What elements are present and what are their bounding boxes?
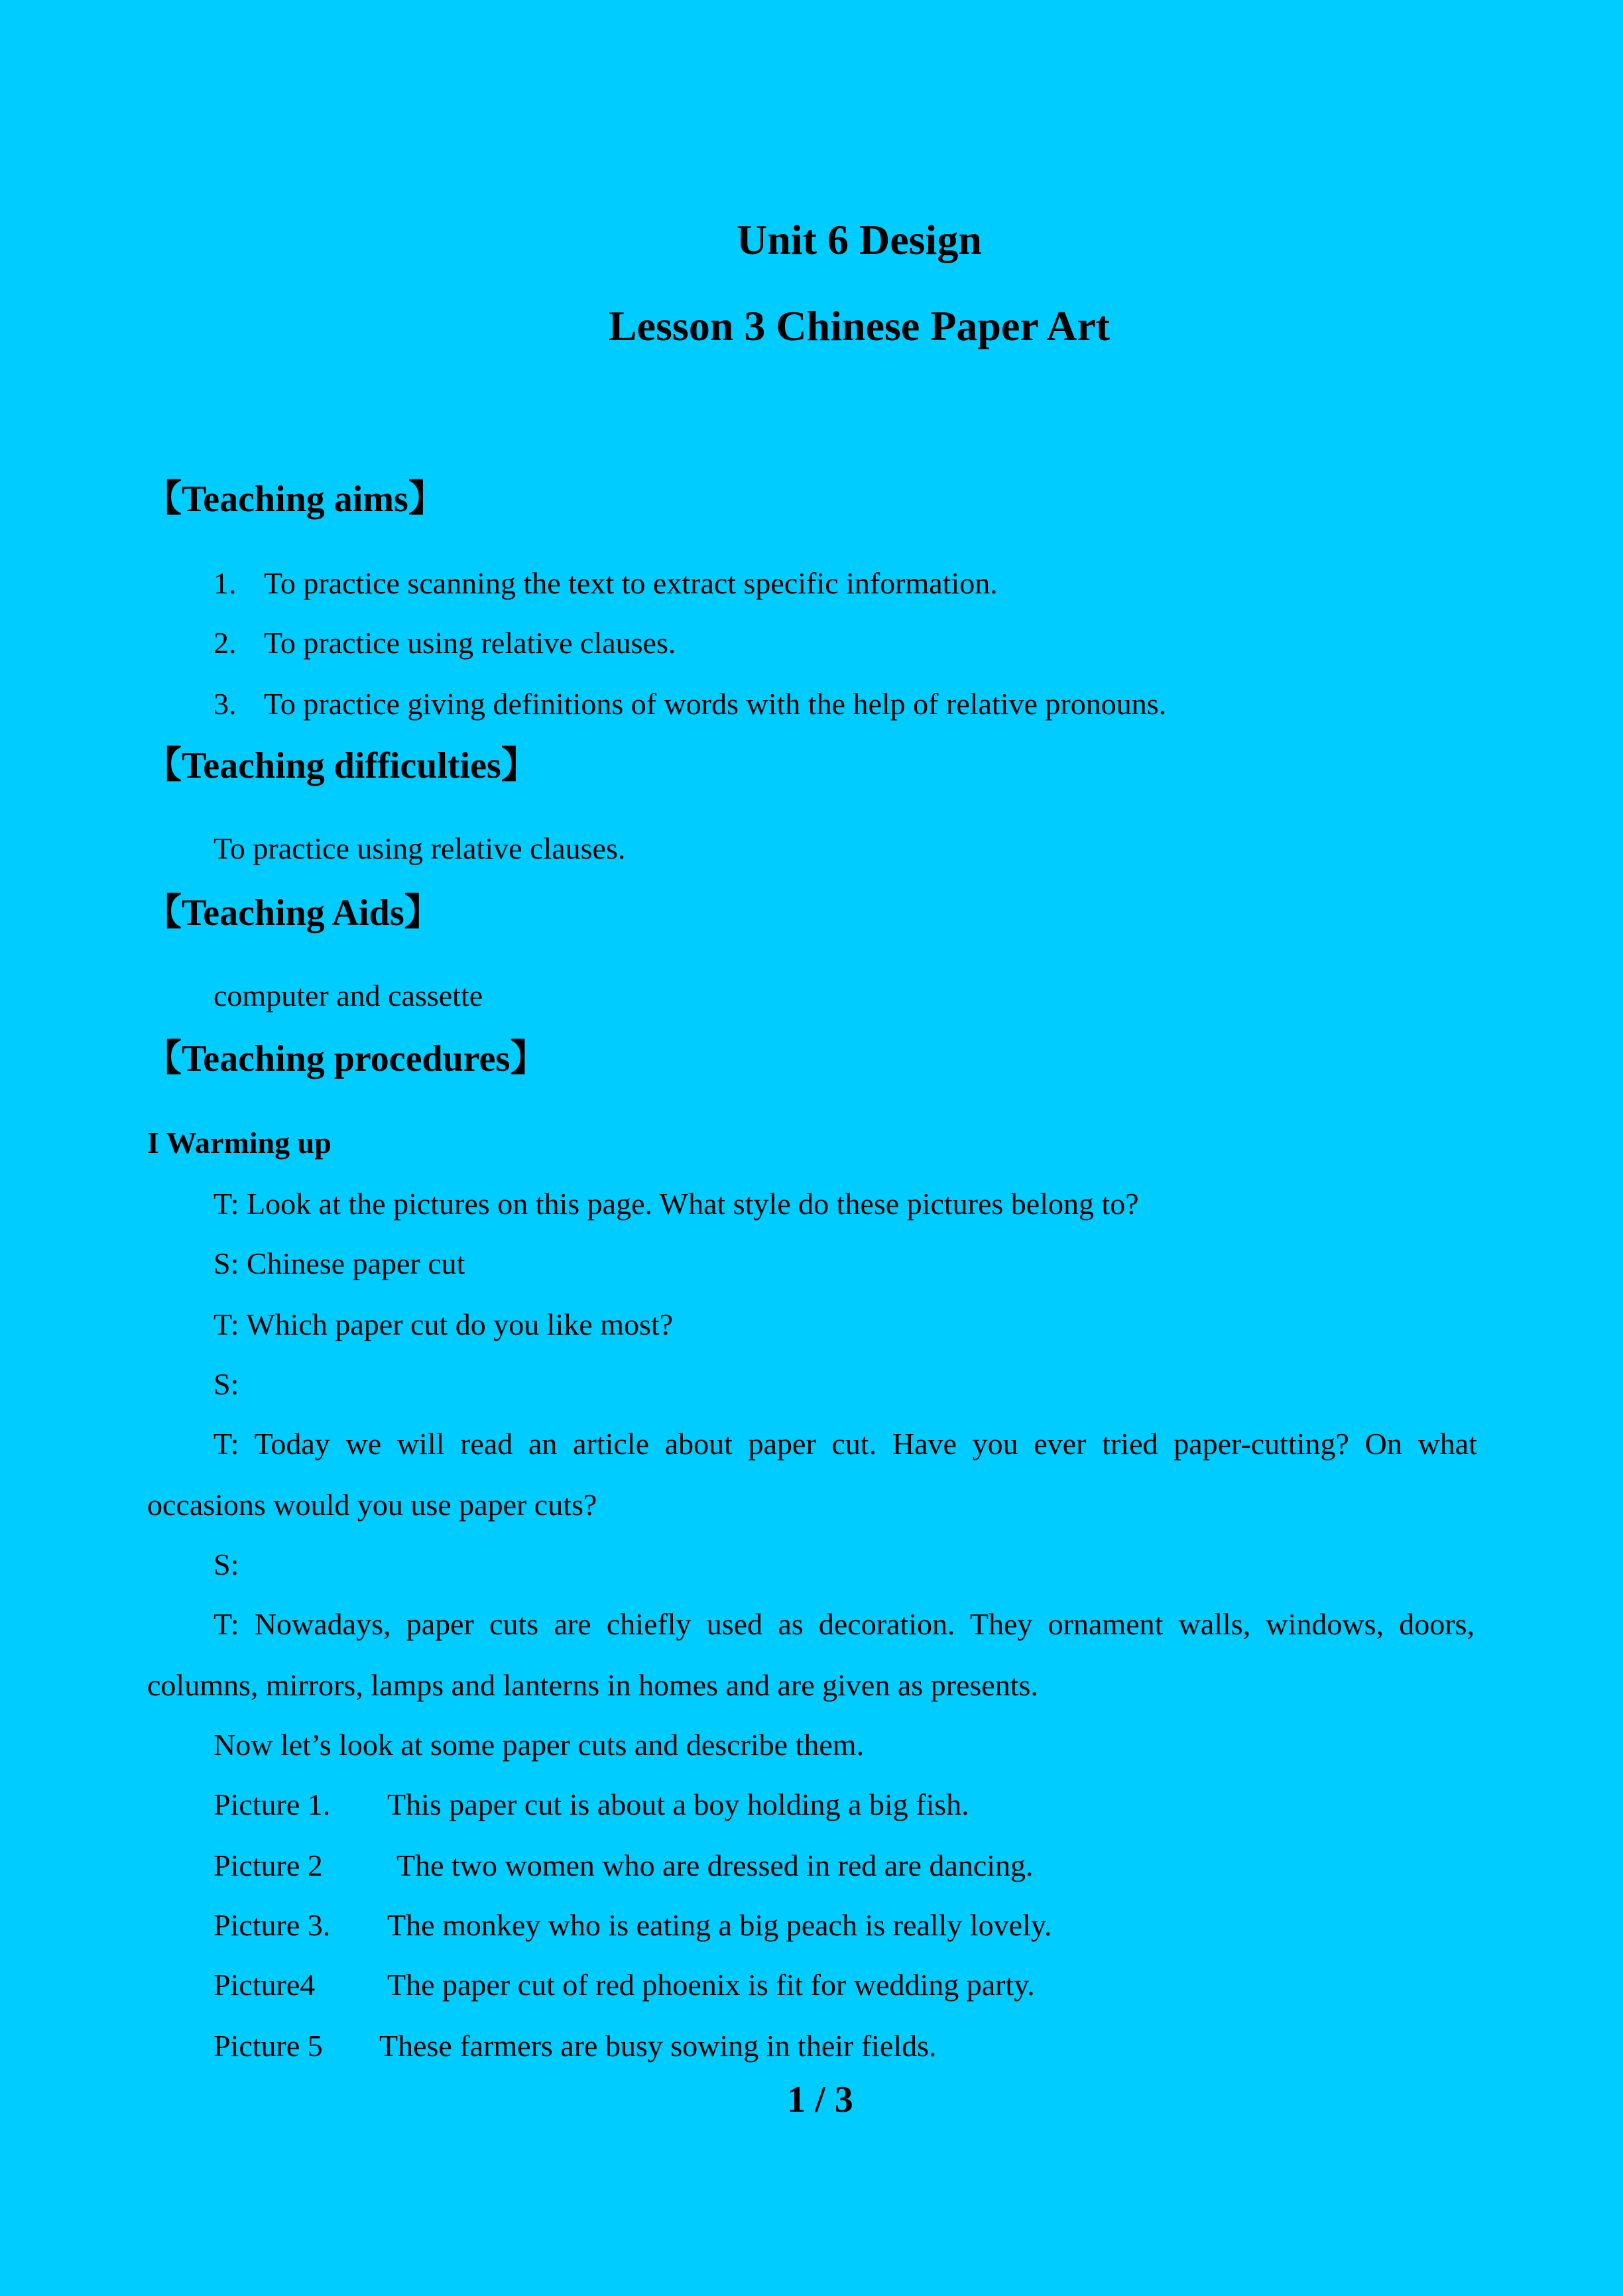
dialogue-line: T: Nowadays, paper cuts are chiefly used as decoration. They ornament walls, windows, doors, xyxy=(213,1607,1474,1641)
aim-text: To practice scanning the text to extract specific information. xyxy=(264,566,998,600)
picture-description: The two women who are dressed in red are dancing. xyxy=(396,1848,1034,1882)
picture-item-5 xyxy=(213,2026,937,2066)
picture-label: Picture 2 xyxy=(213,1848,323,1882)
aim-text: To practice using relative clauses. xyxy=(264,626,676,660)
dialogue-line: T: Today we will read an article about paper cut. Have you ever tried paper-cutting? On what xyxy=(213,1427,1477,1461)
teaching-procedures-heading: 【Teaching procedures】 xyxy=(145,1038,548,1079)
aim-item-1 xyxy=(213,564,998,603)
picture-label: Picture 3. xyxy=(213,1908,331,1942)
dialogue-line-continuation: columns, mirrors, lamps and lanterns in homes and are given as presents. xyxy=(147,1668,1038,1702)
picture-item-4 xyxy=(213,1965,1035,2005)
dialogue-line: S: Chinese paper cut xyxy=(213,1246,465,1280)
picture-label: Picture4 xyxy=(213,1968,316,2002)
teaching-aims-heading: 【Teaching aims】 xyxy=(145,479,446,520)
dialogue-line: T: Look at the pictures on this page. What style do these pictures belong to? xyxy=(213,1187,1139,1221)
picture-description: The monkey who is eating a big peach is really lovely. xyxy=(387,1908,1052,1942)
aim-number: 2. xyxy=(213,626,237,660)
warming-up-heading: I Warming up xyxy=(147,1126,331,1160)
aim-item-2 xyxy=(213,623,676,663)
picture-description: The paper cut of red phoenix is fit for wedding party. xyxy=(387,1968,1035,2002)
picture-description: This paper cut is about a boy holding a big fish. xyxy=(387,1787,969,1821)
document-title: Unit 6 Design xyxy=(737,216,982,263)
aim-item-3 xyxy=(213,684,1166,724)
aids-text: computer and cassette xyxy=(213,979,483,1012)
lesson-title: Lesson 3 Chinese Paper Art xyxy=(608,302,1111,349)
picture-item-2 xyxy=(213,1846,1034,1886)
aim-number: 3. xyxy=(213,687,237,721)
dialogue-line: S: xyxy=(213,1367,239,1401)
dialogue-line: S: xyxy=(213,1547,239,1581)
page-number: 1 / 3 xyxy=(787,2079,853,2120)
dialogue-line-continuation: occasions would you use paper cuts? xyxy=(147,1488,597,1522)
teaching-aids-heading: 【Teaching Aids】 xyxy=(145,892,442,934)
difficulties-text: To practice using relative clauses. xyxy=(213,831,626,865)
teaching-difficulties-heading: 【Teaching difficulties】 xyxy=(145,745,538,786)
aim-number: 1. xyxy=(213,566,237,600)
picture-label: Picture 1. xyxy=(213,1787,331,1821)
aim-text: To practice giving definitions of words with the help of relative pronouns. xyxy=(264,687,1167,721)
picture-description: These farmers are busy sowing in their fields. xyxy=(379,2029,937,2063)
picture-item-1 xyxy=(213,1785,969,1825)
picture-label: Picture 5 xyxy=(213,2029,323,2063)
dialogue-line: Now let’s look at some paper cuts and describe them. xyxy=(213,1728,865,1762)
picture-item-3 xyxy=(213,1905,1052,1945)
dialogue-line: T: Which paper cut do you like most? xyxy=(213,1307,674,1341)
